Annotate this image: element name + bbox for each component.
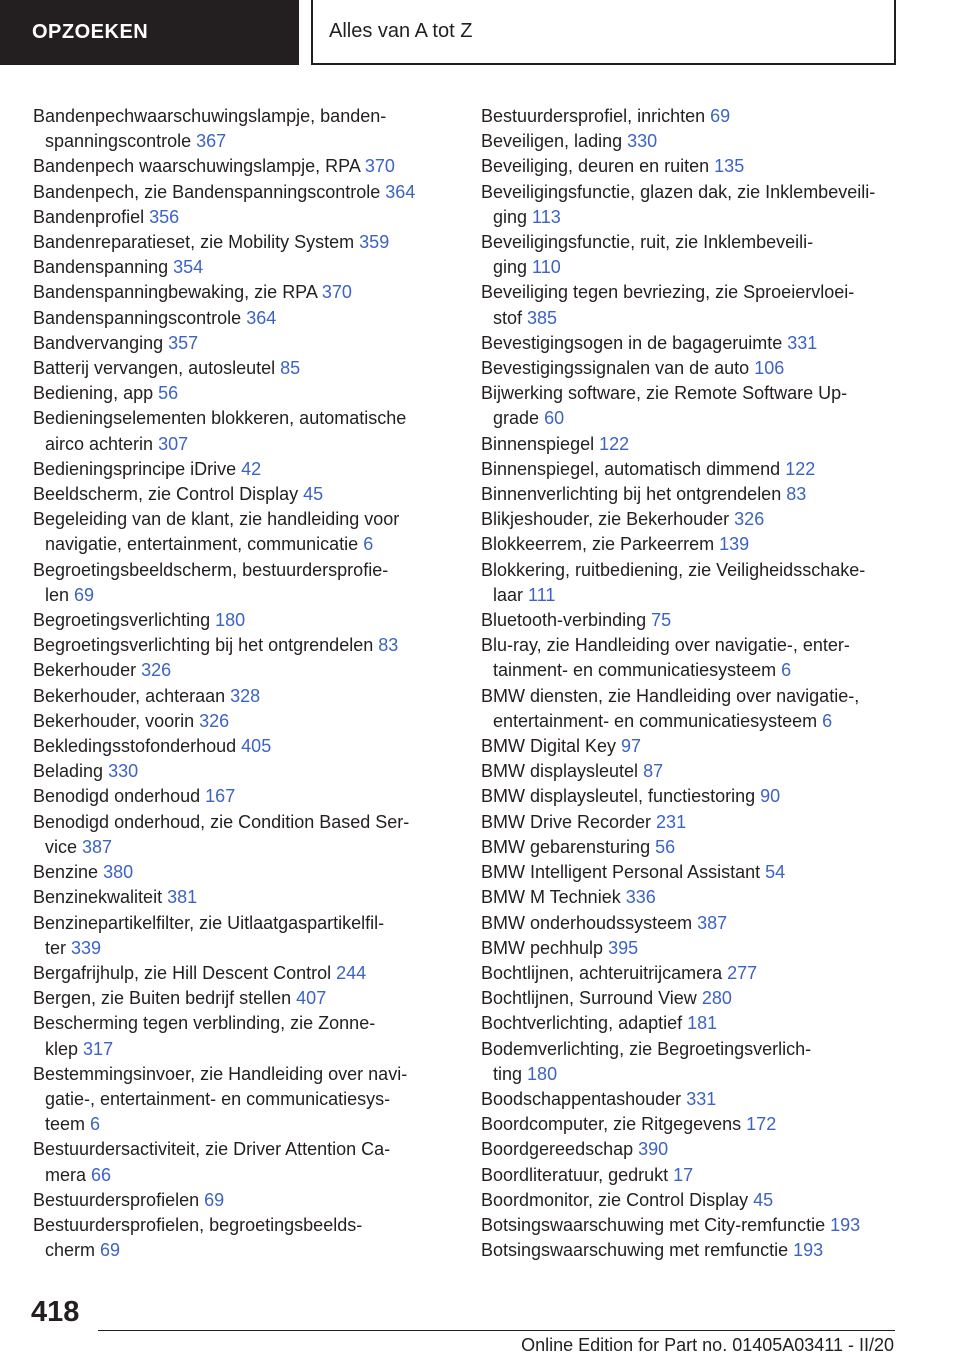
index-term: Boordgereedschap — [481, 1139, 634, 1160]
index-term: Bandenpechwaarschuwingslampje, banden- — [33, 106, 387, 126]
index-entry — [33, 1188, 453, 1213]
page-reference-link[interactable]: 6 — [822, 710, 833, 731]
index-entry — [481, 1037, 921, 1062]
index-entry — [481, 835, 921, 860]
index-term: mera — [45, 1164, 87, 1185]
index-term: Blokkering, ruitbediening, zie Veiligheidsschake- — [481, 559, 866, 580]
index-entry — [33, 860, 453, 885]
index-term: Benodigd onderhoud, zie Condition Based Ser- — [33, 811, 410, 832]
page-reference-link[interactable]: 336 — [625, 887, 656, 908]
section-label: OPZOEKEN — [32, 21, 149, 43]
index-term: Beeldscherm, zie Control Display — [33, 484, 299, 505]
index-entry — [33, 331, 453, 356]
index-entry — [33, 734, 453, 759]
page-reference-link[interactable]: 17 — [673, 1164, 694, 1185]
index-term: ter — [45, 937, 67, 958]
index-term: spanningscontrole — [45, 131, 192, 152]
index-term: len — [45, 584, 70, 605]
index-entry-continuation — [481, 658, 921, 683]
page-reference-link[interactable]: 69 — [100, 1240, 121, 1261]
index-entry-continuation — [33, 1163, 453, 1188]
page-reference-link[interactable]: 326 — [199, 710, 230, 731]
index-entry — [481, 1087, 921, 1112]
index-entry — [481, 1238, 921, 1263]
index-entry — [33, 1213, 453, 1238]
page-reference-link[interactable]: 356 — [149, 206, 180, 227]
index-entry — [33, 280, 453, 305]
page-reference-link[interactable]: 56 — [655, 836, 676, 857]
page-reference-link[interactable]: 307 — [158, 433, 189, 454]
page-reference-link[interactable]: 381 — [167, 887, 198, 908]
index-entry — [481, 129, 921, 154]
index-term: Bochtlijnen, Surround View — [481, 988, 697, 1009]
index-entry-continuation — [481, 255, 921, 280]
page-reference-link[interactable]: 83 — [786, 484, 807, 505]
index-term: Beveiligen, lading — [481, 131, 623, 152]
index-term: BMW displaysleutel — [481, 761, 639, 782]
index-entry — [33, 482, 453, 507]
index-term: Beveiliging, deuren en ruiten — [481, 156, 710, 177]
index-entry — [33, 709, 453, 734]
index-entry — [33, 406, 453, 431]
index-entry — [481, 936, 921, 961]
page-reference-link[interactable]: 75 — [651, 610, 672, 631]
index-entry — [33, 104, 453, 129]
index-term: Binnenspiegel, automatisch dimmend — [481, 458, 781, 479]
index-entry — [481, 784, 921, 809]
page-reference-link[interactable]: 370 — [321, 282, 352, 303]
index-entry — [33, 784, 453, 809]
index-term: BMW onderhoudssysteem — [481, 912, 693, 933]
index-term: Bochtlijnen, achteruitrijcamera — [481, 962, 723, 983]
index-term: Begroetingsbeeldscherm, bestuurdersprofie- — [33, 559, 389, 580]
page-reference-link[interactable]: 395 — [608, 937, 639, 958]
index-term: BMW displaysleutel, functiestoring — [481, 786, 756, 807]
index-term: Benzine — [33, 862, 99, 883]
page-reference-link[interactable]: 359 — [359, 232, 390, 253]
index-term: Blikjeshouder, zie Bekerhouder — [481, 509, 730, 530]
index-term: BMW gebarensturing — [481, 836, 651, 857]
index-entry-continuation — [33, 432, 453, 457]
index-entry — [481, 180, 921, 205]
index-term: Beveiligingsfunctie, ruit, zie Inklembeveili- — [481, 232, 814, 253]
index-entry-continuation — [33, 1112, 453, 1137]
index-entry — [33, 457, 453, 482]
index-entry — [33, 154, 453, 179]
index-term: Bestemmingsinvoer, zie Handleiding over navi- — [33, 1063, 408, 1084]
index-term: Bescherming tegen verblinding, zie Zonne- — [33, 1013, 376, 1034]
index-term: grade — [493, 408, 540, 429]
index-entry — [33, 306, 453, 331]
index-term: Bandenspanningbewaking, zie RPA — [33, 282, 317, 303]
page-reference-link[interactable]: 387 — [82, 836, 113, 857]
index-term: laar — [493, 584, 524, 605]
index-entry — [481, 356, 921, 381]
index-term: Bekerhouder — [33, 660, 137, 681]
page-reference-link[interactable]: 111 — [528, 584, 556, 605]
index-term: Belading — [33, 761, 104, 782]
index-entry — [33, 911, 453, 936]
index-entry — [33, 255, 453, 280]
index-entry — [481, 280, 921, 305]
index-term: gatie-, entertainment- en communicatiesys- — [45, 1088, 391, 1109]
page-reference-link[interactable]: 122 — [599, 433, 630, 454]
index-term: Bandenpech, zie Bandenspanningscontrole — [33, 181, 381, 202]
index-entry — [481, 1213, 921, 1238]
index-term: Bediening, app — [33, 383, 154, 404]
index-term: Bedieningselementen blokkeren, automatische — [33, 408, 407, 429]
index-entry — [33, 381, 453, 406]
index-entry — [481, 457, 921, 482]
index-term: Boordcomputer, zie Ritgegevens — [481, 1114, 742, 1135]
index-term: airco achterin — [45, 433, 154, 454]
index-term: Bandenspanningscontrole — [33, 307, 242, 328]
page-reference-link[interactable]: 60 — [544, 408, 565, 429]
index-entry — [33, 759, 453, 784]
page-reference-link[interactable]: 367 — [196, 131, 227, 152]
page-reference-link[interactable]: 69 — [710, 106, 731, 126]
index-term: Boodschappentashouder — [481, 1088, 682, 1109]
page-reference-link[interactable]: 328 — [230, 685, 261, 706]
page-reference-link[interactable]: 354 — [173, 257, 204, 278]
index-entry-continuation — [481, 205, 921, 230]
page-reference-link[interactable]: 83 — [378, 635, 399, 656]
index-entry — [481, 734, 921, 759]
page-title: Alles van A tot Z — [329, 20, 473, 42]
page-reference-link[interactable]: 180 — [215, 610, 246, 631]
index-entry — [33, 1011, 453, 1036]
index-term: Botsingswaarschuwing met remfunctie — [481, 1240, 789, 1261]
index-entry-continuation — [481, 709, 921, 734]
page-reference-link[interactable]: 69 — [74, 584, 95, 605]
index-term: Begroetingsverlichting bij het ontgrendelen — [33, 635, 374, 656]
index-term: Bandenreparatieset, zie Mobility System — [33, 232, 355, 253]
page-reference-link[interactable]: 6 — [90, 1114, 101, 1135]
page-reference-link[interactable]: 45 — [753, 1189, 774, 1210]
index-entry — [481, 759, 921, 784]
index-entry-continuation — [33, 936, 453, 961]
index-entry-continuation — [33, 129, 453, 154]
page-reference-link[interactable]: 181 — [687, 1013, 718, 1034]
page-reference-link[interactable]: 357 — [168, 332, 199, 353]
page-reference-link[interactable]: 407 — [296, 988, 327, 1009]
index-term: Begroetingsverlichting — [33, 610, 211, 631]
index-entry — [481, 684, 921, 709]
index-term: Bedieningsprincipe iDrive — [33, 458, 237, 479]
index-term: Bekerhouder, achteraan — [33, 685, 226, 706]
index-entry-continuation — [33, 835, 453, 860]
page-reference-link[interactable]: 193 — [793, 1240, 824, 1261]
index-term: stof — [493, 307, 523, 328]
index-entry — [33, 205, 453, 230]
index-term: Bestuurdersprofielen — [33, 1189, 200, 1210]
page-reference-link[interactable]: 66 — [91, 1164, 112, 1185]
index-entry — [481, 507, 921, 532]
index-entry — [33, 230, 453, 255]
index-term: Bekerhouder, voorin — [33, 710, 195, 731]
index-term: Bochtverlichting, adaptief — [481, 1013, 683, 1034]
page-reference-link[interactable]: 97 — [621, 736, 642, 757]
index-term: Begeleiding van de klant, zie handleiding voor — [33, 509, 400, 530]
page-reference-link[interactable]: 231 — [656, 811, 687, 832]
index-entry — [481, 432, 921, 457]
index-term: Blu-ray, zie Handleiding over navigatie-, enter- — [481, 635, 850, 656]
page-reference-link[interactable]: 380 — [103, 862, 134, 883]
index-term: Bekledingsstofonderhoud — [33, 736, 237, 757]
index-entry — [481, 1137, 921, 1162]
header-title-box — [311, 0, 896, 65]
index-term: ting — [493, 1063, 523, 1084]
page-reference-link[interactable]: 87 — [643, 761, 664, 782]
index-entry — [481, 911, 921, 936]
index-term: Bluetooth-verbinding — [481, 610, 647, 631]
index-term: Beveiligingsfunctie, glazen dak, zie Inklembeveili- — [481, 181, 876, 202]
index-entry — [33, 986, 453, 1011]
index-entry — [481, 532, 921, 557]
index-term: Boordmonitor, zie Control Display — [481, 1189, 749, 1210]
page-reference-link[interactable]: 180 — [527, 1063, 558, 1084]
index-term: BMW diensten, zie Handleiding over navigatie-, — [481, 685, 860, 706]
page-reference-link[interactable]: 405 — [241, 736, 272, 757]
index-entry — [33, 633, 453, 658]
index-entry — [33, 356, 453, 381]
page-reference-link[interactable]: 330 — [627, 131, 658, 152]
index-entry — [481, 331, 921, 356]
index-entry — [33, 608, 453, 633]
index-entry-continuation — [33, 1037, 453, 1062]
page-reference-link[interactable]: 90 — [760, 786, 781, 807]
page-reference-link[interactable]: 110 — [532, 257, 561, 278]
index-term: Benzinepartikelfilter, zie Uitlaatgaspartikelfil- — [33, 912, 385, 933]
index-term: Bestuurdersactiviteit, zie Driver Attention Ca- — [33, 1139, 391, 1160]
index-term: Binnenspiegel — [481, 433, 595, 454]
index-term: navigatie, entertainment, communicatie — [45, 534, 359, 555]
index-entry — [481, 885, 921, 910]
page-reference-link[interactable]: 6 — [781, 660, 792, 681]
index-entry — [33, 885, 453, 910]
page-reference-link[interactable]: 85 — [280, 358, 301, 379]
index-entry — [481, 810, 921, 835]
index-entry — [33, 558, 453, 583]
index-entry — [33, 658, 453, 683]
index-term: Bergafrijhulp, zie Hill Descent Control — [33, 962, 332, 983]
page-reference-link[interactable]: 331 — [686, 1088, 717, 1109]
page-reference-link[interactable]: 244 — [336, 962, 367, 983]
index-entry — [33, 810, 453, 835]
index-term: Bodemverlichting, zie Begroetingsverlich- — [481, 1038, 812, 1059]
page-reference-link[interactable]: 172 — [746, 1114, 777, 1135]
page-reference-link[interactable]: 167 — [205, 786, 236, 807]
index-entry — [481, 1188, 921, 1213]
page-reference-link[interactable]: 364 — [246, 307, 277, 328]
index-term: Bestuurdersprofiel, inrichten — [481, 106, 706, 126]
page-reference-link[interactable]: 6 — [363, 534, 374, 555]
index-column-right — [481, 104, 921, 1263]
page-reference-link[interactable]: 135 — [714, 156, 745, 177]
index-entry — [481, 961, 921, 986]
index-entry — [33, 1137, 453, 1162]
index-column-left — [33, 104, 453, 1263]
footer-divider — [98, 1330, 895, 1331]
index-term: vice — [45, 836, 78, 857]
index-term: Boordliteratuur, gedrukt — [481, 1164, 669, 1185]
index-entry — [33, 1062, 453, 1087]
page-reference-link[interactable]: 277 — [727, 962, 758, 983]
index-entry — [481, 608, 921, 633]
index-entry-continuation — [33, 532, 453, 557]
index-entry — [481, 154, 921, 179]
page-reference-link[interactable]: 139 — [719, 534, 750, 555]
page-reference-link[interactable]: 370 — [364, 156, 395, 177]
index-entry-continuation — [33, 1087, 453, 1112]
index-entry — [33, 180, 453, 205]
page-reference-link[interactable]: 364 — [385, 181, 416, 202]
page-reference-link[interactable]: 56 — [158, 383, 179, 404]
index-term: Bandenspanning — [33, 257, 169, 278]
page-reference-link[interactable]: 193 — [830, 1214, 861, 1235]
index-term: Binnenverlichting bij het ontgrendelen — [481, 484, 782, 505]
index-entry — [33, 507, 453, 532]
index-entry — [481, 381, 921, 406]
page-reference-link[interactable]: 326 — [734, 509, 765, 530]
index-term: teem — [45, 1114, 86, 1135]
page-reference-link[interactable]: 317 — [83, 1038, 114, 1059]
page-reference-link[interactable]: 339 — [71, 937, 102, 958]
page-reference-link[interactable]: 113 — [532, 206, 561, 227]
index-entry-continuation — [481, 583, 921, 608]
index-term: Bandvervanging — [33, 332, 164, 353]
index-term: BMW pechhulp — [481, 937, 604, 958]
index-entry-continuation — [481, 306, 921, 331]
index-term: Bevestigingsogen in de bagageruimte — [481, 332, 783, 353]
index-entry — [481, 633, 921, 658]
page-reference-link[interactable]: 331 — [787, 332, 818, 353]
index-term: Bestuurdersprofielen, begroetingsbeelds- — [33, 1214, 363, 1235]
index-term: Botsingswaarschuwing met City-remfunctie — [481, 1214, 826, 1235]
page-reference-link[interactable]: 390 — [638, 1139, 669, 1160]
index-entry-continuation — [33, 583, 453, 608]
index-term: Bandenprofiel — [33, 206, 145, 227]
index-term: cherm — [45, 1240, 96, 1261]
index-entry — [33, 961, 453, 986]
index-entry-continuation — [481, 1062, 921, 1087]
page-reference-link[interactable]: 326 — [141, 660, 172, 681]
index-term: Batterij vervangen, autosleutel — [33, 358, 276, 379]
index-entry — [481, 230, 921, 255]
index-entry — [481, 986, 921, 1011]
page-reference-link[interactable]: 385 — [527, 307, 558, 328]
page-number: 418 — [31, 1296, 80, 1328]
index-term: ging — [493, 257, 528, 278]
index-term: Bevestigingssignalen van de auto — [481, 358, 750, 379]
index-term: ging — [493, 206, 528, 227]
index-term: Benzinekwaliteit — [33, 887, 163, 908]
page-reference-link[interactable]: 122 — [785, 458, 816, 479]
page-reference-link[interactable]: 69 — [204, 1189, 225, 1210]
page-reference-link[interactable]: 330 — [108, 761, 139, 782]
index-entry — [481, 104, 921, 129]
index-term: Benodigd onderhoud — [33, 786, 201, 807]
index-term: BMW Digital Key — [481, 736, 617, 757]
page-reference-link[interactable]: 106 — [754, 358, 785, 379]
page-reference-link[interactable]: 280 — [701, 988, 732, 1009]
index-term: Blokkeerrem, zie Parkeerrem — [481, 534, 715, 555]
edition-footer: Online Edition for Part no. 01405A03411 - II/20 — [521, 1335, 894, 1355]
index-entry — [481, 558, 921, 583]
index-term: tainment- en communicatiesysteem — [493, 660, 777, 681]
index-term: BMW Drive Recorder — [481, 811, 652, 832]
page-reference-link[interactable]: 42 — [241, 458, 262, 479]
index-term: entertainment- en communicatiesysteem — [493, 710, 818, 731]
index-entry-continuation — [481, 406, 921, 431]
index-term: Bijwerking software, zie Remote Software Up- — [481, 383, 848, 404]
index-term: Bergen, zie Buiten bedrijf stellen — [33, 988, 292, 1009]
index-entry — [481, 482, 921, 507]
page-reference-link[interactable]: 387 — [697, 912, 728, 933]
index-entry — [481, 1112, 921, 1137]
index-term: klep — [45, 1038, 79, 1059]
index-entry — [481, 1011, 921, 1036]
page-reference-link[interactable]: 54 — [765, 862, 786, 883]
index-entry — [481, 1163, 921, 1188]
index-term: BMW Intelligent Personal Assistant — [481, 862, 761, 883]
index-term: BMW M Techniek — [481, 887, 621, 908]
page-reference-link[interactable]: 45 — [303, 484, 324, 505]
index-entry — [481, 860, 921, 885]
index-term: Beveiliging tegen bevriezing, zie Sproeiervloei- — [481, 282, 855, 303]
index-entry — [33, 684, 453, 709]
section-tab — [0, 0, 299, 65]
index-term: Bandenpech waarschuwingslampje, RPA — [33, 156, 360, 177]
index-entry-continuation — [33, 1238, 453, 1263]
